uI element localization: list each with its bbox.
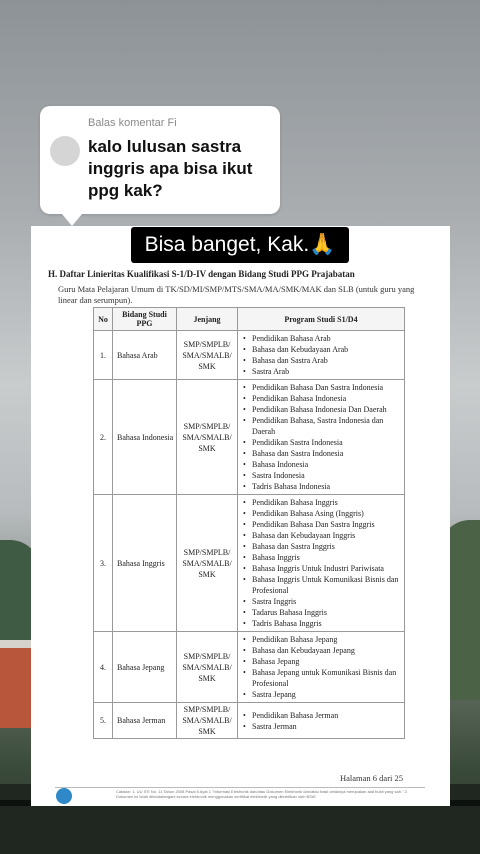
program-item: • Bahasa Inggris Untuk Komunikasi Bisnis dan Profesional — [252, 574, 400, 596]
header-bidang: Bidang Studi PPG — [113, 308, 177, 331]
row-program-list — [238, 331, 405, 380]
background-house — [0, 648, 32, 728]
program-item: • Pendidikan Bahasa Arab — [252, 333, 400, 344]
row-program-list — [238, 703, 405, 739]
reply-label: Balas komentar Fi — [88, 117, 177, 129]
row-bidang-studi: Bahasa Jepang — [113, 632, 177, 703]
program-item: • Pendidikan Bahasa Jerman — [252, 710, 400, 721]
row-bidang-studi: Bahasa Indonesia — [113, 380, 177, 495]
program-item: • Pendidikan Bahasa Indonesia Dan Daerah — [252, 404, 400, 415]
row-program-list — [238, 632, 405, 703]
row-bidang-studi: Bahasa Jerman — [113, 703, 177, 739]
footer-note: Catatan: 1. UU ITE No. 11 Tahun 2008 Pasal 5 Ayat 1 "Informasi Elektronik dan/atau Dokumen Elektronik dan/atau hasil cetaknya merupakan alat bukti yang sah." 2. Dokumen ini telah ditandatangani secara elektronik menggunakan sertifikat elektronik yang diterbitkan oleh BSrE — [116, 789, 408, 799]
row-number: 4. — [94, 632, 113, 703]
row-number: 3. — [94, 495, 113, 632]
program-item: • Bahasa Inggris — [252, 552, 400, 563]
reply-comment-bubble[interactable] — [40, 106, 280, 214]
row-jenjang: SMP/SMPLB/ SMA/SMALB/ SMK — [177, 703, 238, 739]
program-item: • Pendidikan Bahasa Dan Sastra Indonesia — [252, 382, 400, 393]
row-program-list — [238, 495, 405, 632]
table-row — [94, 495, 405, 632]
program-item: • Bahasa Jepang — [252, 656, 400, 667]
header-no: No — [94, 308, 113, 331]
table-row — [94, 632, 405, 703]
linearity-table — [93, 307, 405, 739]
footer-divider — [55, 787, 425, 788]
program-item: • Tadarus Bahasa Inggris — [252, 607, 400, 618]
program-item: • Pendidikan Bahasa Asing (Inggris) — [252, 508, 400, 519]
page-number: Halaman 6 dari 25 — [340, 773, 404, 783]
program-item: • Bahasa Inggris Untuk Industri Pariwisata — [252, 563, 400, 574]
row-number: 5. — [94, 703, 113, 739]
program-item: • Pendidikan Bahasa Inggris — [252, 497, 400, 508]
row-jenjang: SMP/SMPLB/ SMA/SMALB/ SMK — [177, 495, 238, 632]
program-item: • Sastra Inggris — [252, 596, 400, 607]
program-item: • Bahasa Jepang untuk Komunikasi Bisnis dan Profesional — [252, 667, 400, 689]
header-jenjang: Jenjang — [177, 308, 238, 331]
program-item: • Pendidikan Bahasa Dan Sastra Inggris — [252, 519, 400, 530]
program-item: • Bahasa dan Sastra Indonesia — [252, 448, 400, 459]
commenter-avatar — [50, 136, 80, 166]
section-subtext: Guru Mata Pelajaran Umum di TK/SD/MI/SMP/MTS/SMA/MA/SMK/MAK dan SLB (untuk guru yang linear dan serumpun). — [58, 284, 415, 305]
table-row — [94, 331, 405, 380]
program-item: • Pendidikan Bahasa, Sastra Indonesia dan Daerah — [252, 415, 400, 437]
row-jenjang: SMP/SMPLB/ SMA/SMALB/ SMK — [177, 331, 238, 380]
video-caption: Bisa banget, Kak.🙏 — [131, 227, 349, 263]
section-title: H. Daftar Linieritas Kualifikasi S-1/D-IV dengan Bidang Studi PPG Prajabatan — [48, 269, 355, 279]
comment-text: kalo lulusan sastra inggris apa bisa ikut ppg kak? — [88, 137, 253, 200]
row-jenjang: SMP/SMPLB/ SMA/SMALB/ SMK — [177, 380, 238, 495]
row-bidang-studi: Bahasa Arab — [113, 331, 177, 380]
program-item: • Sastra Arab — [252, 366, 400, 377]
row-program-list — [238, 380, 405, 495]
program-item: • Bahasa dan Kebudayaan Inggris — [252, 530, 400, 541]
program-item: • Bahasa dan Sastra Inggris — [252, 541, 400, 552]
program-item: • Sastra Indonesia — [252, 470, 400, 481]
program-item: • Pendidikan Sastra Indonesia — [252, 437, 400, 448]
table-row — [94, 380, 405, 495]
header-program: Program Studi S1/D4 — [238, 308, 405, 331]
program-item: • Bahasa Indonesia — [252, 459, 400, 470]
program-item: • Tadris Bahasa Indonesia — [252, 481, 400, 492]
program-item: • Tadris Bahasa Inggris — [252, 618, 400, 629]
table-row — [94, 703, 405, 739]
program-item: • Sastra Jerman — [252, 721, 400, 732]
program-item: • Bahasa dan Kebudayaan Arab — [252, 344, 400, 355]
row-jenjang: SMP/SMPLB/ SMA/SMALB/ SMK — [177, 632, 238, 703]
program-item: • Bahasa dan Sastra Arab — [252, 355, 400, 366]
program-item: • Sastra Jepang — [252, 689, 400, 700]
program-item: • Bahasa dan Kebudayaan Jepang — [252, 645, 400, 656]
row-bidang-studi: Bahasa Inggris — [113, 495, 177, 632]
row-number: 2. — [94, 380, 113, 495]
program-item: • Pendidikan Bahasa Jepang — [252, 634, 400, 645]
row-number: 1. — [94, 331, 113, 380]
bsre-logo-icon — [56, 788, 72, 804]
program-item: • Pendidikan Bahasa Indonesia — [252, 393, 400, 404]
